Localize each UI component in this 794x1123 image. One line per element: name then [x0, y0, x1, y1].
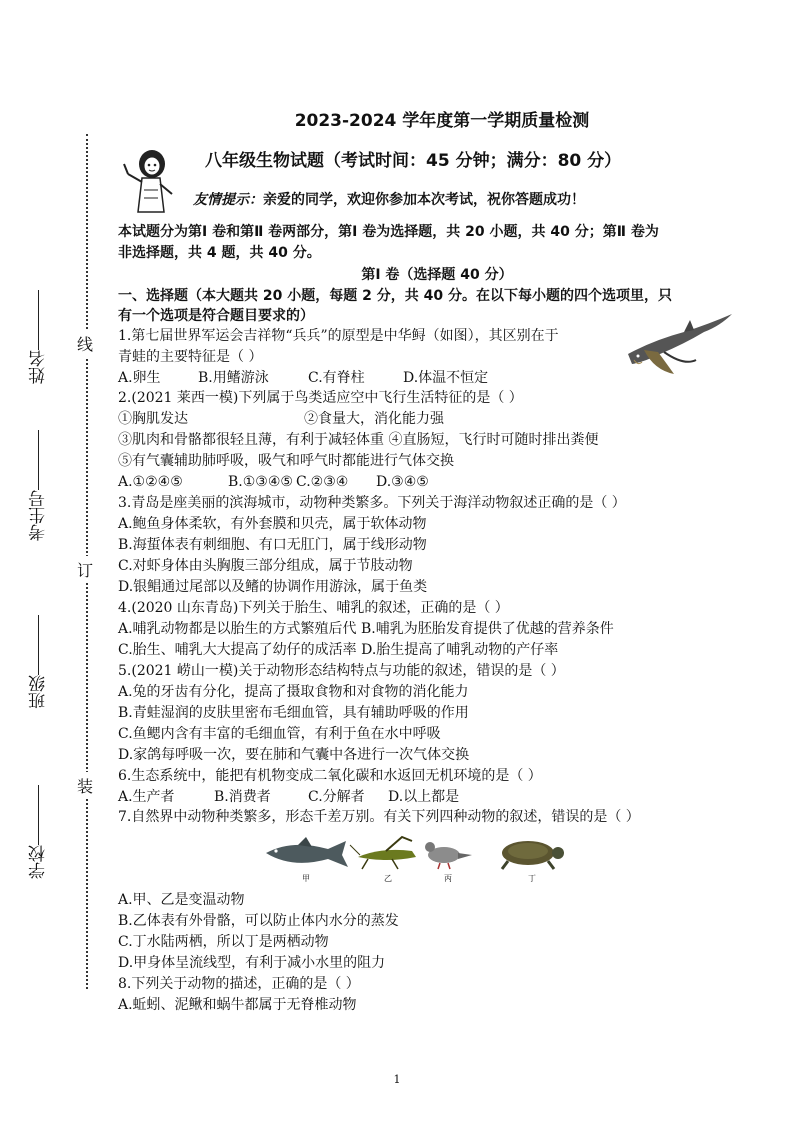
q2-statement-1: ①胸肌发达: [118, 411, 188, 427]
q6-option-b[interactable]: B.消费者: [214, 789, 271, 805]
q1-option-c[interactable]: C.有脊柱: [308, 370, 365, 386]
friendly-tip: [193, 189, 585, 209]
name-label: [26, 290, 51, 384]
q5-option-b[interactable]: B.青蛙湿润的皮肤里密布毛细血管，具有辅助呼吸的作用: [118, 705, 469, 721]
q1-options: [118, 368, 488, 388]
q7-option-d[interactable]: D.甲身体呈流线型，有利于减小水里的阻力: [118, 955, 386, 971]
q7-animals-image: [262, 833, 572, 873]
binding-char-xian: 线: [77, 330, 93, 357]
q4-options-cd[interactable]: C.胎生、哺乳大大提高了幼仔的成活率 D.胎生提高了哺乳动物的产仔率: [118, 642, 559, 658]
student-id-label: [26, 430, 51, 541]
q7-caption-jia: 甲: [302, 874, 310, 883]
q1-option-a[interactable]: A.卵生: [118, 370, 161, 386]
tip-text: 亲爱的同学，欢迎你参加本次考试，祝你答题成功！: [263, 192, 585, 208]
q8-stem: 8.下列关于动物的描述，正确的是（ ）: [118, 976, 360, 992]
q8-option-a[interactable]: A.蚯蚓、泥鳅和蜗牛都属于无脊椎动物: [118, 997, 357, 1013]
intro-line-1: 本试题分为第Ⅰ 卷和第Ⅱ 卷两部分，第Ⅰ 卷为选择题，共 20 小题，共 40 分；第Ⅱ 卷为: [118, 224, 659, 240]
class-label-text: 班级: [29, 675, 49, 709]
q3-option-a[interactable]: A.鲍鱼身体柔软，有外套膜和贝壳，属于软体动物: [118, 516, 427, 532]
q7-caption-ding: 丁: [528, 874, 536, 883]
q2-stem: 2.(2021 莱西一模)下列属于鸟类适应空中飞行生活特征的是（ ）: [118, 390, 523, 406]
q5-option-c[interactable]: C.鱼鳃内含有丰富的毛细血管，有利于鱼在水中呼吸: [118, 726, 441, 742]
q5-option-d[interactable]: D.家鸽每呼吸一次，要在肺和气囊中各进行一次气体交换: [118, 747, 470, 763]
part1-heading-1: 一、选择题（本大题共 20 小题，每题 2 分，共 40 分。在以下每小题的四个选项里，只: [118, 288, 672, 304]
q4-options-ab[interactable]: A.哺乳动物都是以胎生的方式繁殖后代 B.哺乳为胚胎发育提供了优越的营养条件: [118, 621, 614, 637]
q6-option-c[interactable]: C.分解者: [308, 789, 365, 805]
q6-option-a[interactable]: A.生产者: [118, 789, 175, 805]
exam-title: 2023-2024 学年度第一学期质量检测: [294, 111, 590, 131]
q3-option-c[interactable]: C.对虾身体由头胸腹三部分组成，属于节肢动物: [118, 558, 413, 574]
q7-option-b[interactable]: B.乙体表有外骨骼，可以防止体内水分的蒸发: [118, 913, 399, 929]
q2-option-d[interactable]: D.③④⑤: [376, 474, 429, 490]
student-id-label-text: 考生号: [29, 490, 49, 541]
q3-stem: 3.青岛是座美丽的滨海城市，动物种类繁多。下列关于海洋动物叙述正确的是（ ）: [118, 495, 626, 511]
q6-stem: 6.生态系统中，能把有机物变成二氧化碳和水返回无机环境的是（ ）: [118, 768, 542, 784]
name-label-text: 姓名: [29, 350, 49, 384]
q2-option-b[interactable]: B.①③④⑤: [228, 474, 293, 490]
page-number: 1: [393, 1073, 401, 1086]
q7-caption-yi: 乙: [384, 874, 392, 883]
school-blank[interactable]: [39, 785, 40, 845]
exam-subtitle: 八年级生物试题（考试时间：45 分钟；满分：80 分）: [205, 151, 622, 171]
q2-statement-2: ②食量大，消化能力强: [304, 411, 444, 427]
q4-stem: 4.(2020 山东青岛)下列关于胎生、哺乳的叙述，正确的是（ ）: [118, 600, 509, 616]
q7-option-c[interactable]: C.丁水陆两栖，所以丁是两栖动物: [118, 934, 329, 950]
class-blank[interactable]: [39, 615, 40, 675]
q2-option-a[interactable]: A.①②④⑤: [118, 474, 183, 490]
q7-caption-bing: 丙: [444, 874, 452, 883]
q2-statements-1: [118, 409, 444, 429]
q5-stem: 5.(2021 崂山一模)关于动物形态结构特点与功能的叙述，错误的是（ ）: [118, 663, 565, 679]
sturgeon-image: [624, 310, 734, 376]
intro-line-2: 非选择题，共 4 题，共 40 分。: [118, 245, 321, 261]
section-title: 第Ⅰ 卷（选择题 40 分）: [361, 267, 513, 283]
q7-stem: 7.自然界中动物种类繁多，形态千差万别。有关下列四种动物的叙述，错误的是（ ）: [118, 809, 640, 825]
q3-option-d[interactable]: D.银鲳通过尾部以及鳍的协调作用游泳，属于鱼类: [118, 579, 428, 595]
q6-options: [118, 787, 459, 807]
binding-char-zhuang: 装: [77, 772, 93, 799]
class-label: [26, 615, 51, 709]
q5-option-a[interactable]: A.兔的牙齿有分化，提高了摄取食物和对食物的消化能力: [118, 684, 469, 700]
q1-option-b[interactable]: B.用鳍游泳: [198, 370, 269, 386]
binding-char-ding: 订: [77, 556, 93, 583]
q7-option-a[interactable]: A.甲、乙是变温动物: [118, 892, 245, 908]
q2-statement-5: ⑤有气囊辅助肺呼吸，吸气和呼气时都能进行气体交换: [118, 453, 454, 469]
school-label: [26, 785, 51, 879]
q2-option-c[interactable]: C.②③④: [296, 474, 349, 490]
part1-heading-2: 有一个选项是符合题目要求的）: [118, 308, 314, 324]
q1-option-d[interactable]: D.体温不恒定: [403, 370, 489, 386]
school-label-text: 学校: [29, 845, 49, 879]
q6-option-d[interactable]: D.以上都是: [388, 789, 460, 805]
q2-options: [118, 472, 429, 492]
name-blank[interactable]: [39, 290, 40, 350]
tip-label: 友情提示：: [193, 192, 263, 208]
q2-statements-2: ③肌肉和骨骼都很轻且薄，有利于减轻体重 ④直肠短，飞行时可随时排出粪便: [118, 432, 599, 448]
cartoon-student-icon: [120, 146, 184, 218]
student-id-blank[interactable]: [39, 430, 40, 490]
q3-option-b[interactable]: B.海蜇体表有刺细胞、有口无肛门，属于线形动物: [118, 537, 427, 553]
q1-stem-2: 青蛙的主要特征是（ ）: [118, 349, 263, 365]
q1-stem-1: 1.第七届世界军运会吉祥物“兵兵”的原型是中华鲟（如图），其区别在于: [118, 328, 559, 344]
